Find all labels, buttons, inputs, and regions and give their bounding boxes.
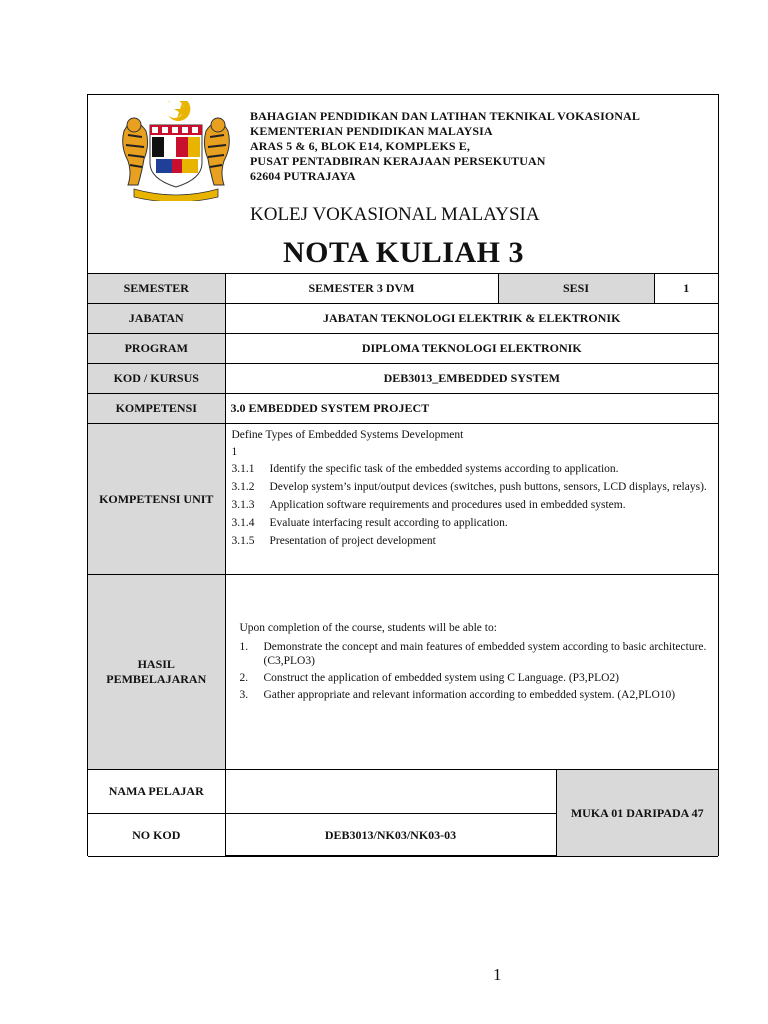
semester-row: [88, 274, 718, 304]
nama-pelajar-row: [88, 770, 718, 814]
document-title: NOTA KULIAH 3: [283, 236, 524, 269]
hasil-pembelajaran-label: [88, 575, 225, 770]
address-line: ARAS 5 & 6, BLOK E14, KOMPLEKS E,: [250, 139, 470, 153]
hasil-label-line1: HASIL: [137, 657, 175, 671]
jabatan-value: JABATAN TEKNOLOGI ELEKTRIK & ELEKTRONIK: [225, 304, 718, 334]
document-header: [88, 95, 718, 274]
item-text: Evaluate interfacing result according to application.: [269, 517, 508, 529]
hasil-pembelajaran-row: [88, 575, 718, 770]
no-kod-value: DEB3013/NK03/NK03-03: [225, 814, 556, 857]
item-number: 3.1.3: [231, 499, 255, 511]
item-text: Identify the specific task of the embedded systems according to application.: [269, 463, 619, 475]
hasil-label-line2: PEMBELAJARAN: [106, 672, 207, 686]
kompetensi-value: 3.0 EMBEDDED SYSTEM PROJECT: [225, 394, 718, 424]
course-info-table: [88, 273, 718, 857]
program-row: [88, 334, 718, 364]
outcome-text: Demonstrate the concept and main features of embedded system according to basic architecture. (C3,PLO3): [263, 641, 707, 667]
outcome-number: 2.: [239, 672, 249, 684]
college-name: KOLEJ VOKASIONAL MALAYSIA: [250, 204, 540, 225]
item-number: 3.1.4: [231, 517, 255, 529]
item-number: 3.1.1: [231, 463, 255, 475]
kompetensi-unit-item: [232, 516, 713, 531]
outcome-text: Gather appropriate and relevant information according to embedded system. (A2,PLO10): [263, 689, 676, 701]
kompetensi-unit-item: [232, 480, 713, 495]
sesi-value: 1: [654, 274, 718, 304]
outcome-item: [240, 688, 711, 702]
kompetensi-unit-heading: Define Types of Embedded Systems Development: [231, 429, 464, 441]
outcomes-intro: Upon completion of the course, students will be able to:: [239, 622, 497, 634]
item-number: 3.1.2: [231, 481, 255, 493]
no-kod-label: NO KOD: [88, 814, 225, 857]
semester-value: SEMESTER 3 DVM: [225, 274, 498, 304]
kod-kursus-label: KOD / KURSUS: [88, 364, 225, 394]
jabatan-row: [88, 304, 718, 334]
outcome-item: [240, 671, 711, 685]
outcome-item: [240, 640, 711, 668]
page-count-label: MUKA 01 DARIPADA 47: [556, 770, 718, 857]
kompetensi-unit-row: [88, 424, 718, 575]
kompetensi-label: KOMPETENSI: [88, 394, 225, 424]
address-line: 62604 PUTRAJAYA: [250, 169, 356, 183]
sesi-label: SESI: [498, 274, 654, 304]
outcome-number: 3.: [239, 689, 249, 701]
kompetensi-unit-item: [232, 462, 713, 477]
address-line: KEMENTERIAN PENDIDIKAN MALAYSIA: [250, 124, 493, 138]
nama-pelajar-label: NAMA PELAJAR: [88, 770, 225, 814]
kompetensi-unit-content: [225, 424, 718, 575]
kompetensi-unit-item: [232, 534, 713, 549]
kompetensi-unit-item: [232, 498, 713, 513]
kompetensi-unit-label: KOMPETENSI UNIT: [88, 424, 225, 575]
address-line: BAHAGIAN PENDIDIKAN DAN LATIHAN TEKNIKAL VOKASIONAL: [250, 109, 640, 123]
item-text: Application software requirements and procedures used in embedded system.: [269, 499, 626, 511]
kompetensi-row: [88, 394, 718, 424]
kod-kursus-value: DEB3013_EMBEDDED SYSTEM: [225, 364, 718, 394]
semester-label: SEMESTER: [88, 274, 225, 304]
program-value: DIPLOMA TEKNOLOGI ELEKTRONIK: [225, 334, 718, 364]
nama-pelajar-field[interactable]: [225, 770, 556, 814]
page-number: 1: [493, 965, 502, 984]
lecture-note-sheet: [87, 94, 719, 856]
address-line: PUSAT PENTADBIRAN KERAJAAN PERSEKUTUAN: [250, 154, 546, 168]
item-text: Presentation of project development: [269, 535, 436, 547]
item-number: 3.1.5: [231, 535, 255, 547]
jabatan-label: JABATAN: [88, 304, 225, 334]
outcome-number: 1.: [239, 641, 249, 653]
outcome-text: Construct the application of embedded system using C Language. (P3,PLO2): [263, 672, 619, 684]
malaysia-coat-of-arms-logo: [116, 101, 236, 201]
program-label: PROGRAM: [88, 334, 225, 364]
kompetensi-unit-sub: 1: [231, 446, 238, 458]
hasil-pembelajaran-content: [225, 575, 718, 770]
kod-kursus-row: [88, 364, 718, 394]
ministry-address: [250, 109, 640, 184]
item-text: Develop system’s input/output devices (switches, push buttons, sensors, LCD displays, relays).: [269, 481, 707, 493]
